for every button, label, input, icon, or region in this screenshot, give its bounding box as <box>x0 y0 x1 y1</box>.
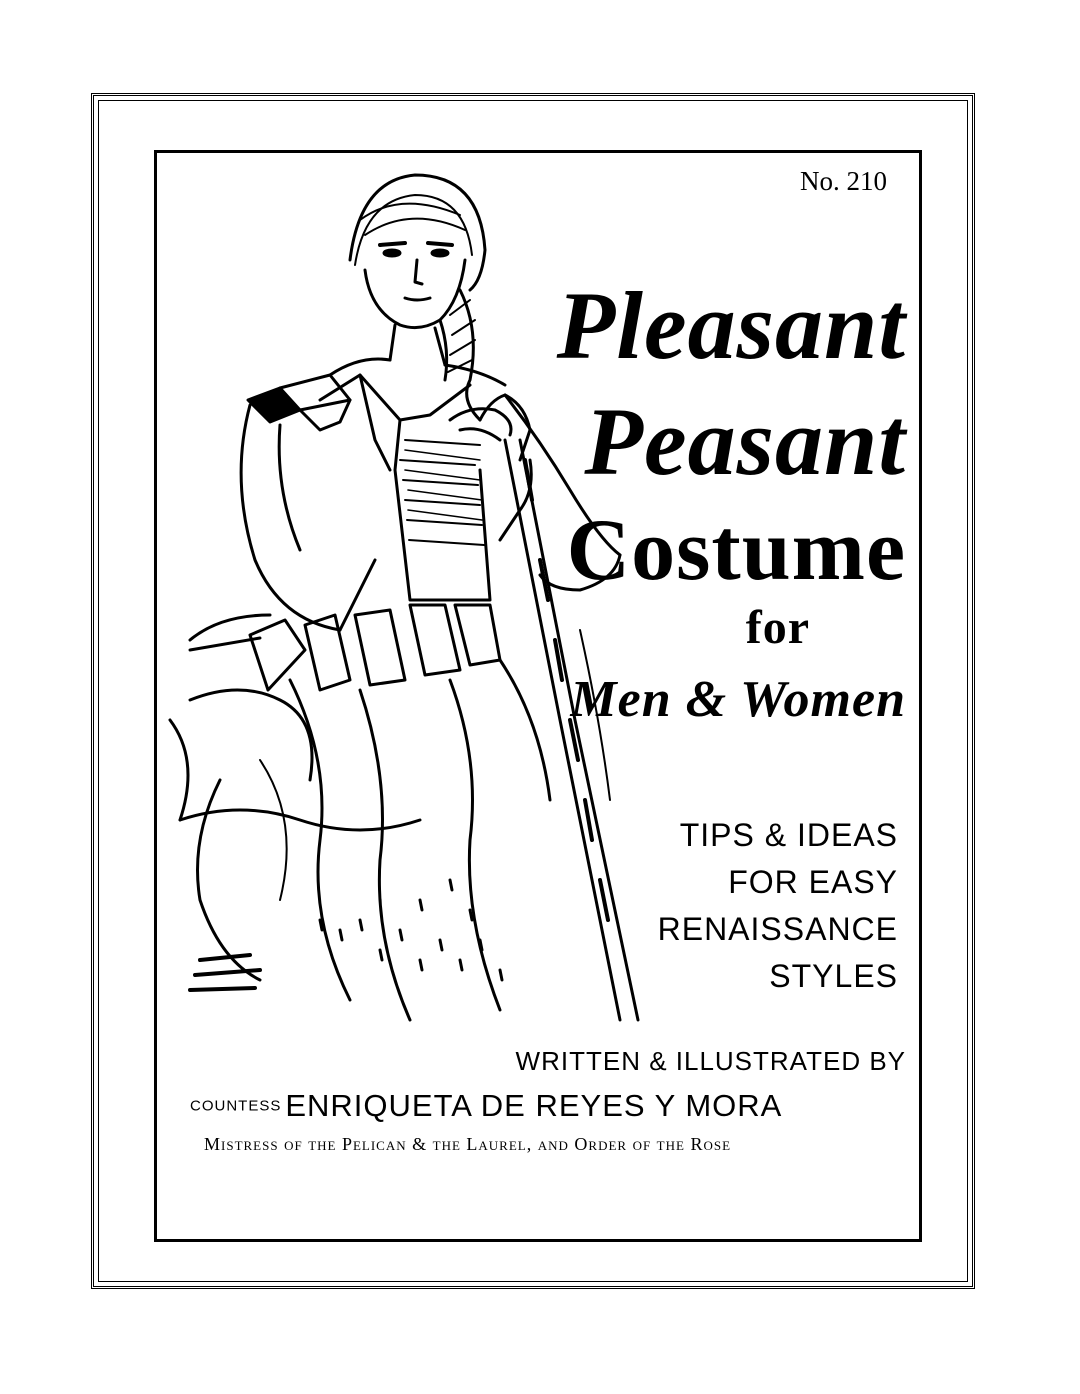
author-prefix: COUNTESS <box>190 1097 282 1115</box>
issue-number: No. 210 <box>800 166 887 196</box>
author-name: ENRIQUETA DE REYES Y MORA <box>285 1088 783 1123</box>
title-line-2: Peasant <box>584 388 906 495</box>
title-line-3: Costume <box>566 502 906 599</box>
author-line <box>190 1088 782 1124</box>
title-line-4: for <box>745 601 810 654</box>
title-line-1: Pleasant <box>556 272 906 379</box>
tips-line-1: TIPS & IDEAS <box>679 817 898 853</box>
author-honors: Mistress of the Pelican & the Laurel, and Order of the Rose <box>204 1134 732 1154</box>
tips-line-2: FOR EASY <box>728 864 898 900</box>
tips-block <box>658 812 898 1000</box>
written-by: WRITTEN & ILLUSTRATED BY <box>515 1046 906 1076</box>
tips-line-3: RENAISSANCE <box>657 911 898 947</box>
tips-line-4: STYLES <box>769 958 898 994</box>
title-line-5: Men & Women <box>570 671 906 728</box>
